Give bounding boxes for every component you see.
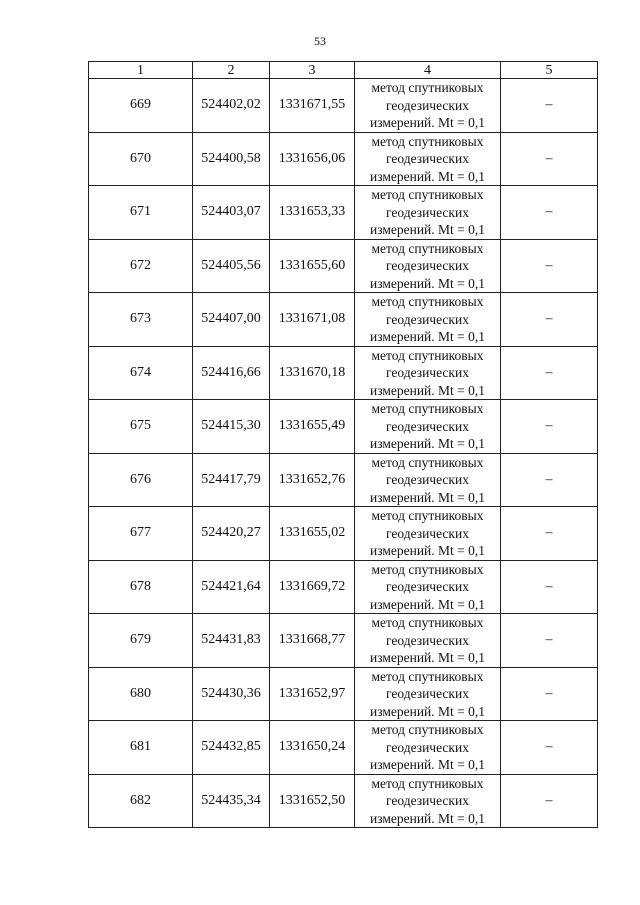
table-row [89,239,598,293]
column-header-5: 5 [501,62,598,79]
method-line-1: метод спутниковых [371,454,484,470]
note: – [501,507,598,561]
coordinate-x: 524417,79 [193,453,270,507]
method-line-2: геодезических [386,258,469,273]
method-line-2: геодезических [386,311,469,327]
method-description [355,293,501,347]
coordinate-x: 524421,64 [193,560,270,614]
method-description [355,721,501,775]
method-line-2: геодезических [386,97,469,113]
method-line-2: геодезических [386,418,469,434]
coordinate-y: 1331671,55 [270,79,355,133]
method-description [355,239,501,293]
method-line-2: геодезических [386,151,469,166]
coordinate-x: 524432,85 [193,721,270,775]
note: – [501,560,598,614]
header-row [89,62,598,79]
method-line-1: метод спутниковых [371,775,484,791]
note: – [501,186,598,240]
coordinate-y: 1331652,76 [270,453,355,507]
method-line-2: геодезических [386,472,469,487]
coordinate-x: 524405,56 [193,239,270,293]
method-description [355,400,501,454]
method-description [355,774,501,828]
point-number: 672 [89,239,193,293]
point-number: 676 [89,453,193,507]
point-number: 679 [89,614,193,668]
coordinates-table [88,61,598,828]
coordinate-x: 524431,83 [193,614,270,668]
note: – [501,774,598,828]
column-header-2: 2 [193,62,270,79]
method-description [355,507,501,561]
point-number: 680 [89,667,193,721]
method-line-2: геодезических [386,579,469,594]
coordinate-y: 1331652,50 [270,774,355,828]
method-line-1: метод спутниковых [371,294,484,309]
point-number: 682 [89,774,193,828]
coordinate-y: 1331671,08 [270,293,355,347]
method-line-2: геодезических [386,365,469,380]
coordinate-x: 524403,07 [193,186,270,240]
table-row [89,774,598,828]
method-line-1: метод спутниковых [371,80,484,95]
method-line-3: измерений. Mt = 0,1 [369,650,486,665]
table-row [89,400,598,454]
method-line-3: измерений. Mt = 0,1 [369,275,486,291]
coordinate-y: 1331655,60 [270,239,355,293]
table-row [89,667,598,721]
method-line-1: метод спутниковых [371,615,484,630]
coordinate-x: 524415,30 [193,400,270,454]
method-line-3: измерений. Mt = 0,1 [369,757,486,772]
method-description [355,186,501,240]
coordinate-x: 524402,02 [193,79,270,133]
method-line-2: геодезических [386,525,469,541]
method-line-1: метод спутниковых [371,668,484,684]
coordinate-x: 524430,36 [193,667,270,721]
method-description [355,667,501,721]
coordinate-y: 1331668,77 [270,614,355,668]
coordinate-y: 1331669,72 [270,560,355,614]
method-line-3: измерений. Mt = 0,1 [369,115,486,130]
point-number: 681 [89,721,193,775]
table-row [89,560,598,614]
column-header-1: 1 [89,62,193,79]
coordinate-y: 1331655,02 [270,507,355,561]
point-number: 671 [89,186,193,240]
coordinate-y: 1331656,06 [270,132,355,186]
method-line-3: измерений. Mt = 0,1 [369,382,486,398]
point-number: 673 [89,293,193,347]
note: – [501,239,598,293]
note: – [501,400,598,454]
table-row [89,346,598,400]
coordinate-x: 524400,58 [193,132,270,186]
table-row [89,614,598,668]
method-line-1: метод спутниковых [371,240,484,256]
column-header-3: 3 [270,62,355,79]
coordinate-x: 524435,34 [193,774,270,828]
method-description [355,346,501,400]
method-line-3: измерений. Mt = 0,1 [369,329,486,344]
method-line-1: метод спутниковых [371,347,484,363]
method-line-3: измерений. Mt = 0,1 [369,222,486,237]
table-row [89,507,598,561]
point-number: 674 [89,346,193,400]
page-number: 53 [314,34,326,48]
table-row [89,186,598,240]
method-line-1: метод спутниковых [371,187,484,202]
table-row [89,453,598,507]
note: – [501,614,598,668]
method-line-3: измерений. Mt = 0,1 [369,489,486,505]
coordinate-y: 1331653,33 [270,186,355,240]
method-description [355,614,501,668]
table-row [89,721,598,775]
point-number: 677 [89,507,193,561]
method-line-2: геодезических [386,632,469,648]
method-line-2: геодезических [386,793,469,808]
column-header-4: 4 [355,62,501,79]
method-description [355,453,501,507]
coordinate-y: 1331655,49 [270,400,355,454]
note: – [501,667,598,721]
table-row [89,132,598,186]
method-line-2: геодезических [386,204,469,220]
method-line-3: измерений. Mt = 0,1 [369,436,486,451]
method-line-3: измерений. Mt = 0,1 [369,596,486,612]
coordinate-y: 1331650,24 [270,721,355,775]
method-line-1: метод спутниковых [371,722,484,737]
point-number: 669 [89,79,193,133]
method-line-2: геодезических [386,739,469,755]
method-line-2: геодезических [386,686,469,701]
table-row [89,79,598,133]
method-line-3: измерений. Mt = 0,1 [369,703,486,719]
method-line-3: измерений. Mt = 0,1 [369,543,486,558]
method-line-3: измерений. Mt = 0,1 [369,168,486,184]
method-description [355,79,501,133]
coordinate-x: 524420,27 [193,507,270,561]
method-line-3: измерений. Mt = 0,1 [369,810,486,826]
coordinate-y: 1331670,18 [270,346,355,400]
point-number: 675 [89,400,193,454]
method-line-1: метод спутниковых [371,401,484,416]
note: – [501,79,598,133]
note: – [501,721,598,775]
point-number: 678 [89,560,193,614]
method-line-1: метод спутниковых [371,561,484,577]
method-description [355,560,501,614]
table-row [89,293,598,347]
method-line-1: метод спутниковых [371,133,484,149]
coordinate-x: 524407,00 [193,293,270,347]
point-number: 670 [89,132,193,186]
table-body [89,79,598,828]
note: – [501,346,598,400]
method-line-1: метод спутниковых [371,508,484,523]
note: – [501,453,598,507]
note: – [501,132,598,186]
coordinate-y: 1331652,97 [270,667,355,721]
method-description [355,132,501,186]
note: – [501,293,598,347]
coordinate-x: 524416,66 [193,346,270,400]
